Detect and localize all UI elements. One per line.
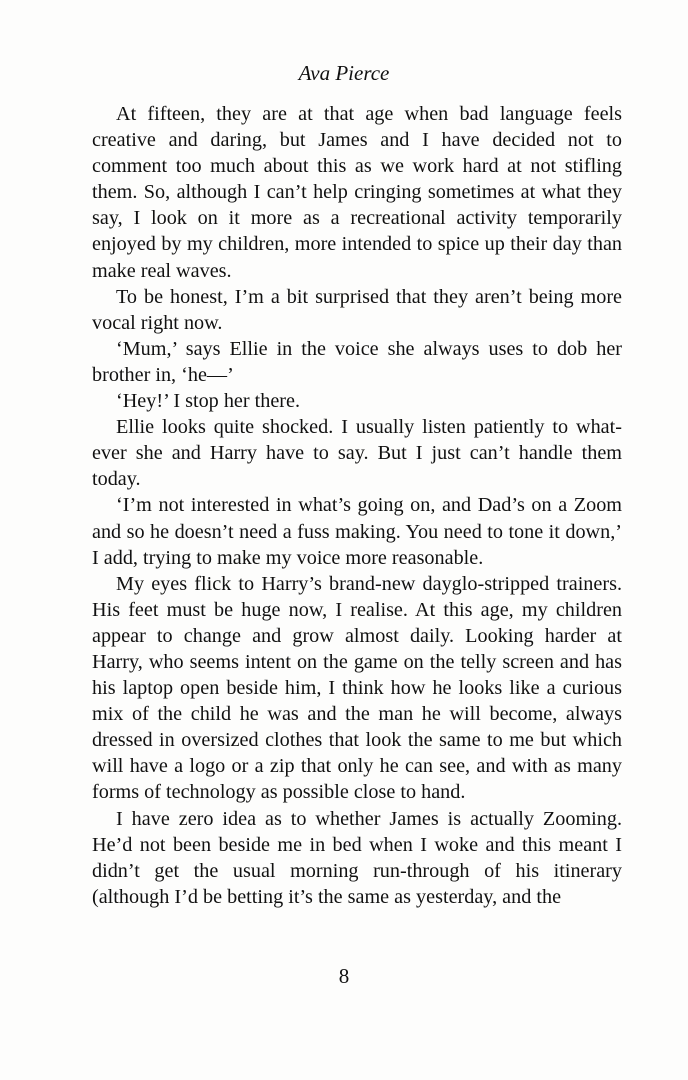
running-head: Ava Pierce bbox=[298, 61, 390, 85]
paragraph: ‘Mum,’ says Ellie in the voice she always uses to dob her brother in, ‘he—’ bbox=[92, 337, 622, 386]
paragraph: ‘I’m not interested in what’s going on, and Dad’s on a Zoom and so he doesn’t need a fuss making. You need to tone it down,’ I add, trying to make my voice more reasonable. bbox=[92, 494, 622, 569]
paragraph: I have zero idea as to whether James is actually Zooming. He’d not been beside me in bed when I woke and this meant I didn’t get the usual morning run-through of his itinerary (although I’d be betting it’s the same as yesterday, and the bbox=[92, 807, 622, 908]
paragraph: ‘Hey!’ I stop her there. bbox=[116, 390, 301, 413]
paragraph: Ellie looks quite shocked. I usually listen patiently to whatever she and Harry have to say. But I just can’t handle them today. bbox=[92, 416, 622, 491]
body-text bbox=[92, 101, 622, 910]
page-number: 8 bbox=[338, 964, 350, 988]
paragraph: To be honest, I’m a bit surprised that they aren’t being more vocal right now. bbox=[92, 285, 622, 334]
paragraph: At fifteen, they are at that age when bad language feels creative and daring, but James and I have decided not to comment too much about this as we work hard at not stifling them. So, although I can’t help cringing sometimes at what they say, I look on it more as a recreational activity temporarily enjoyed by my children, more intended to spice up their day than make real waves. bbox=[92, 103, 622, 282]
paragraph: My eyes flick to Harry’s brand-new dayglo-stripped trainers. His feet must be huge now, I realise. At this age, my children appear to change and grow almost daily. Looking harder at Harry, who seems intent on the game on the telly screen and has his laptop open beside him, I think how he looks like a curious mix of the child he was and the man he will become, always dressed in oversized clothes that look the same to me but which will have a logo or a zip that only he can see, and with as many forms of technology as possible close to hand. bbox=[92, 572, 622, 804]
